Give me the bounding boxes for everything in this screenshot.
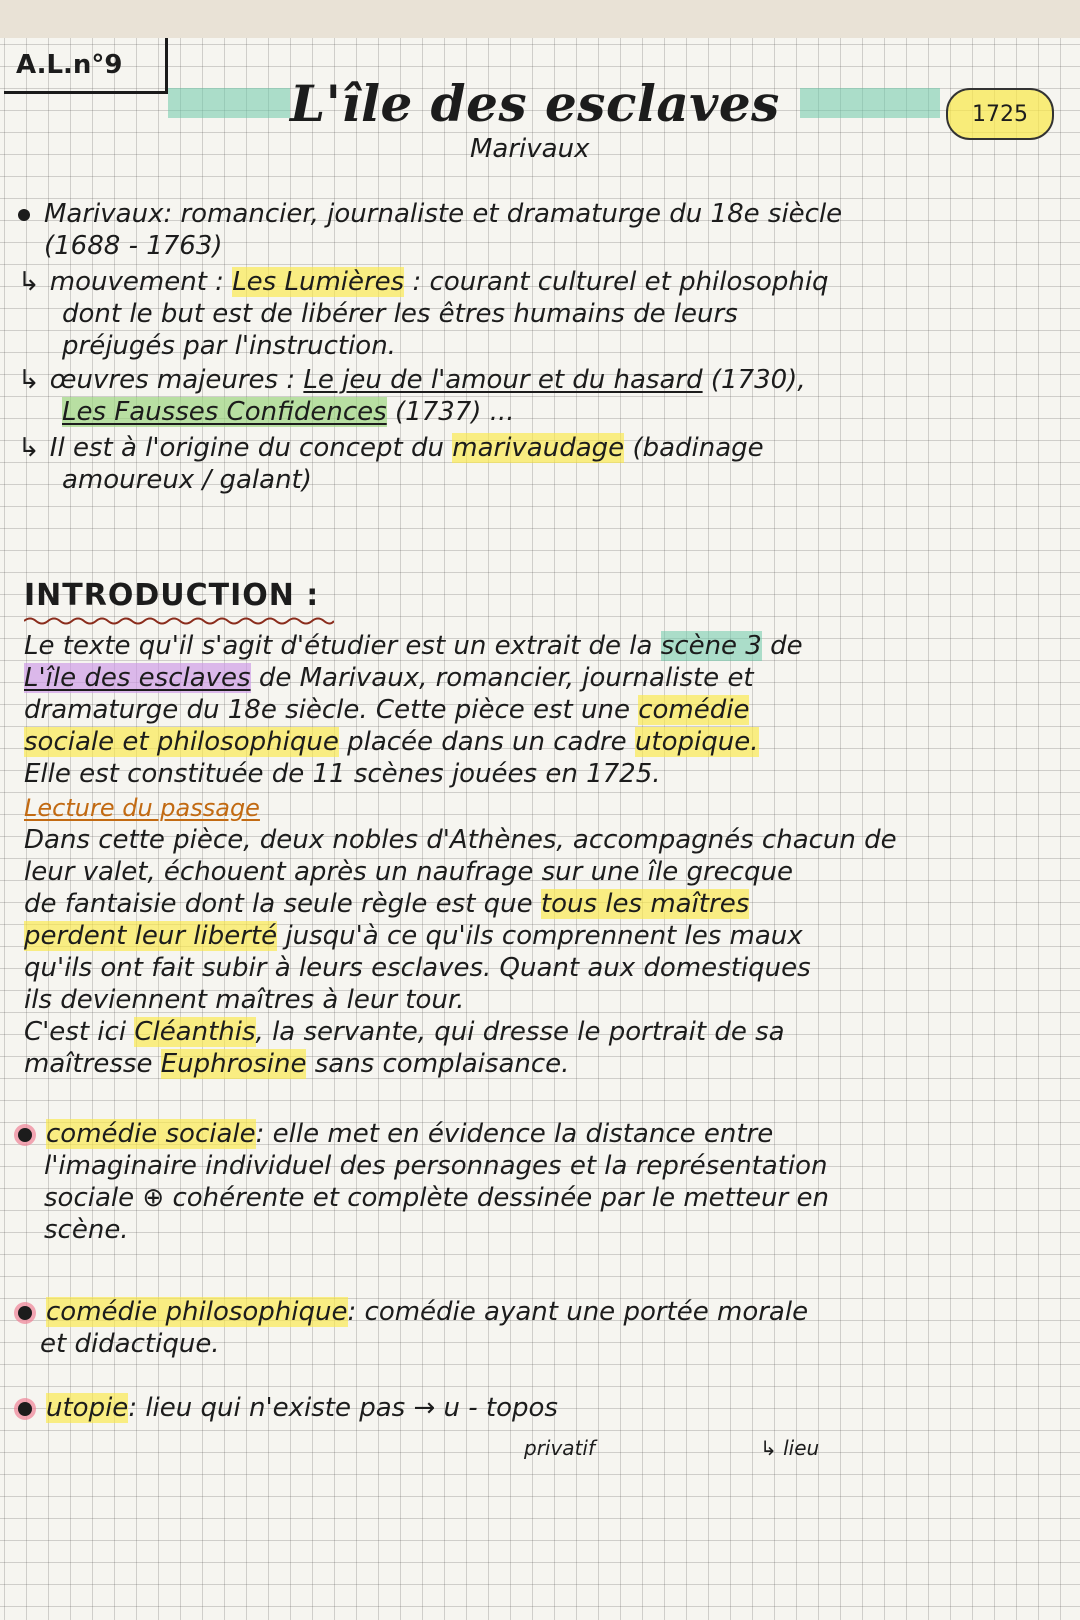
intro-p1-line-1: Le texte qu'il s'agit d'étudier est un extrait de la scène 3 de (24, 631, 803, 661)
author-name: Marivaux (470, 134, 590, 164)
wavy-underline (24, 616, 334, 626)
def-utopie-note-privatif: privatif (524, 1436, 596, 1460)
def-utopie-line-1: utopie: lieu qui n'existe pas → u - topos (18, 1392, 558, 1424)
intro-p2-line-4: perdent leur liberté jusqu'à ce qu'ils comprennent les maux (24, 921, 803, 951)
section-heading-introduction: INTRODUCTION : (24, 578, 320, 613)
arrow-icon: ↳ (18, 433, 40, 463)
intro-p2-line-5: qu'ils ont fait subir à leurs esclaves. Quant aux domestiques (24, 953, 811, 983)
title-band-left (168, 88, 290, 118)
bio-mouvement-cont-2: préjugés par l'instruction. (62, 331, 396, 361)
lesson-code: A.L.n°9 (4, 38, 168, 94)
year-badge: 1725 (946, 88, 1054, 140)
intro-p2-line-6: ils deviennent maîtres à leur tour. (24, 985, 465, 1015)
bullet-icon (18, 1306, 32, 1320)
intro-p2-line-8: maîtresse Euphrosine sans complaisance. (24, 1049, 570, 1079)
def-sociale-line-2: l'imaginaire individuel des personnages et la représentation (44, 1151, 828, 1181)
bio-mouvement-cont-1: dont le but est de libérer les êtres humains de leurs (62, 299, 738, 329)
bio-dates: (1688 - 1763) (44, 231, 223, 261)
intro-p2-line-2: leur valet, échouent après un naufrage sur une île grecque (24, 857, 793, 887)
bio-oeuvres-cont: Les Fausses Confidences (1737) ... (62, 397, 515, 427)
bullet-icon (18, 1402, 32, 1416)
intro-p1-line-5: Elle est constituée de 11 scènes jouées en 1725. (24, 759, 661, 789)
def-utopie-note-lieu: ↳ lieu (760, 1436, 820, 1460)
arrow-icon: ↳ (18, 365, 40, 395)
bio-mouvement: ↳ mouvement : Les Lumières : courant culturel et philosophiq (18, 267, 829, 297)
bullet-icon (18, 209, 30, 221)
page-title: L'île des esclaves (290, 74, 780, 133)
def-sociale-line-1: comédie sociale: elle met en évidence la distance entre (18, 1118, 773, 1150)
intro-p2-line-3: de fantaisie dont la seule règle est que tous les maîtres (24, 889, 750, 919)
intro-p2-line-7: C'est ici Cléanthis, la servante, qui dresse le portrait de sa (24, 1017, 785, 1047)
bio-origine: ↳ Il est à l'origine du concept du marivaudage (badinage (18, 433, 764, 463)
lecture-label: Lecture du passage (24, 794, 260, 822)
intro-p2-line-1: Dans cette pièce, deux nobles d'Athènes, accompagnés chacun de (24, 825, 897, 855)
intro-p1-line-3: dramaturge du 18e siècle. Cette pièce est une comédie (24, 695, 750, 725)
title-band-right (800, 88, 940, 118)
bio-oeuvres: ↳ œuvres majeures : Le jeu de l'amour et du hasard (1730), (18, 365, 806, 395)
bio-line-1: Marivaux: romancier, journaliste et dramaturge du 18e siècle (18, 198, 842, 230)
def-sociale-line-4: scène. (44, 1215, 129, 1245)
def-sociale-line-3: sociale ⊕ cohérente et complète dessinée par le metteur en (44, 1183, 829, 1213)
def-philo-line-2: et didactique. (40, 1329, 220, 1359)
bio-origine-cont: amoureux / galant) (62, 465, 312, 495)
intro-p1-line-4: sociale et philosophique placée dans un cadre utopique. (24, 727, 759, 757)
arrow-icon: ↳ (18, 267, 40, 297)
def-philo-line-1: comédie philosophique: comédie ayant une portée morale (18, 1296, 808, 1328)
intro-p1-line-2: L'île des esclaves de Marivaux, romancier, journaliste et (24, 663, 754, 693)
bullet-icon (18, 1128, 32, 1142)
notebook-page (0, 38, 1080, 1620)
